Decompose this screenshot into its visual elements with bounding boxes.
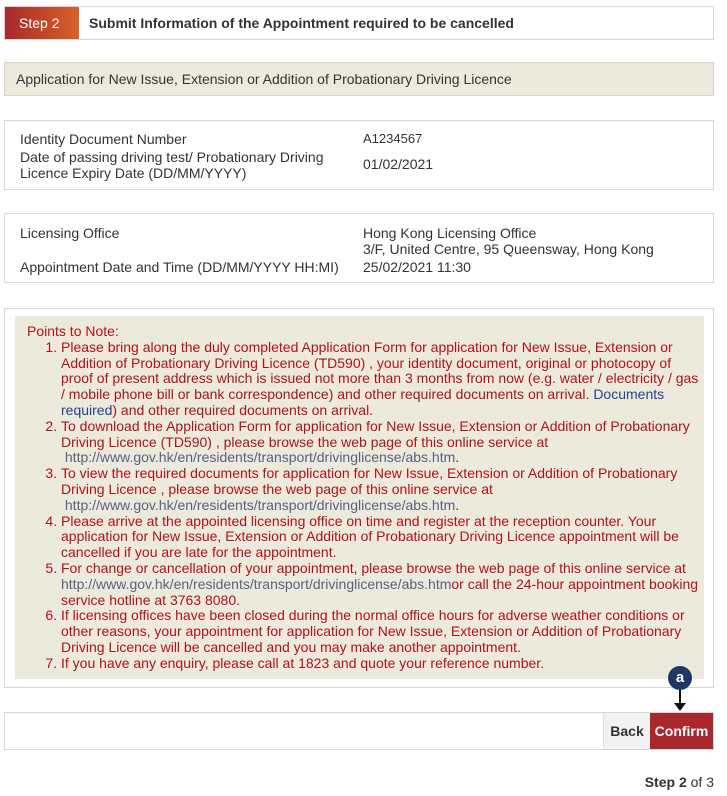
step-badge: Step 2 — [5, 7, 79, 39]
step-counter: Step 2 of 3 — [644, 774, 714, 790]
notes-heading: Points to Note: — [27, 323, 119, 339]
notes-box — [15, 316, 704, 679]
licensing-office-name: Hong Kong Licensing Office — [363, 225, 537, 241]
annotation-arrow-head — [674, 703, 686, 711]
service-webpage-link[interactable]: http://www.gov.hk/en/residents/transport/drivinglicense/abs.htm — [64, 496, 456, 513]
note-item: 2. To download the Application Form for application for New Issue, Extension or Addition of Probationary Driving Licence (TD590) , please browse the web page of this online service at http://www.gov.hk/en/residents/transport/drivinglicense/abs.htm. — [61, 419, 704, 466]
action-bar — [4, 712, 714, 750]
step-header — [4, 6, 714, 40]
date-value: 01/02/2021 — [363, 156, 434, 172]
back-button[interactable]: Back — [603, 713, 650, 749]
note-item: 1. Please bring along the duly completed Application Form for application for New Issue, Extension or Addition of Probationary Driving Licence (TD590) , your identity document, original or photocopy of proof of present address which is issued not more than 3 months from now (e.g. water / electricity / gas / mobile phone bill or bank correspondence) and other required documents on arrival. Documents required) and other required documents on arrival. — [61, 340, 704, 419]
identity-panel — [4, 120, 714, 190]
note-item: 6. If licensing offices have been closed during the normal office hours for adverse weather conditions or other reasons, your appointment for application for New Issue, Extension or Addition of Probationary Driving Licence will be cancelled and you may make another appointment. — [61, 608, 704, 655]
confirm-button[interactable]: Confirm — [650, 713, 713, 749]
step-title: Submit Information of the Appointment required to be cancelled — [89, 15, 514, 31]
service-name-banner: Application for New Issue, Extension or Addition of Probationary Driving Licence — [4, 62, 714, 96]
appointment-datetime-value: 25/02/2021 11:30 — [363, 259, 471, 275]
appointment-panel — [4, 213, 714, 283]
service-webpage-link[interactable]: http://www.gov.hk/en/residents/transport/drivinglicense/abs.htm — [64, 449, 456, 466]
note-item: 3. To view the required documents for application for New Issue, Extension or Addition of Probationary Driving Licence , please browse the web page of this online service at http://www.gov.hk/en/residents/transport/drivinglicense/abs.htm. — [61, 466, 704, 513]
current-step: 2 — [678, 774, 687, 790]
date-label-line1: Date of passing driving test/ Probationary Driving — [20, 149, 324, 165]
notes-panel — [4, 308, 714, 688]
documents-required-link[interactable]: Documents required — [61, 386, 665, 418]
note-item: 7. If you have any enquiry, please call at 1823 and quote your reference number. — [61, 656, 704, 672]
licensing-office-label: Licensing Office — [20, 225, 120, 241]
notes-list — [27, 340, 704, 672]
annotation-marker: a — [668, 666, 692, 690]
service-webpage-link[interactable]: http://www.gov.hk/en/residents/transport/drivinglicense/abs.htm — [61, 575, 452, 592]
note-item: 5. For change or cancellation of your appointment, please browse the web page of this online service at http://www.gov.hk/en/residents/transport/drivinglicense/abs.htmor call the 24-hour appointment booking service hotline at 3763 8080. — [61, 561, 704, 608]
date-label-line2: Licence Expiry Date (DD/MM/YYYY) — [20, 165, 247, 181]
note-item: 4. Please arrive at the appointed licensing office on time and register at the reception counter. Your application for New Issue, Extension or Addition of Probationary Driving Licence appointment will be cancelled if you are late for the appointment. — [61, 514, 704, 561]
licensing-office-address: 3/F, United Centre, 95 Queensway, Hong Kong — [363, 241, 654, 257]
appointment-datetime-label: Appointment Date and Time (DD/MM/YYYY HH:MI) — [20, 259, 339, 275]
id-number-value: A1234567 — [363, 131, 423, 146]
id-number-label: Identity Document Number — [20, 131, 187, 147]
